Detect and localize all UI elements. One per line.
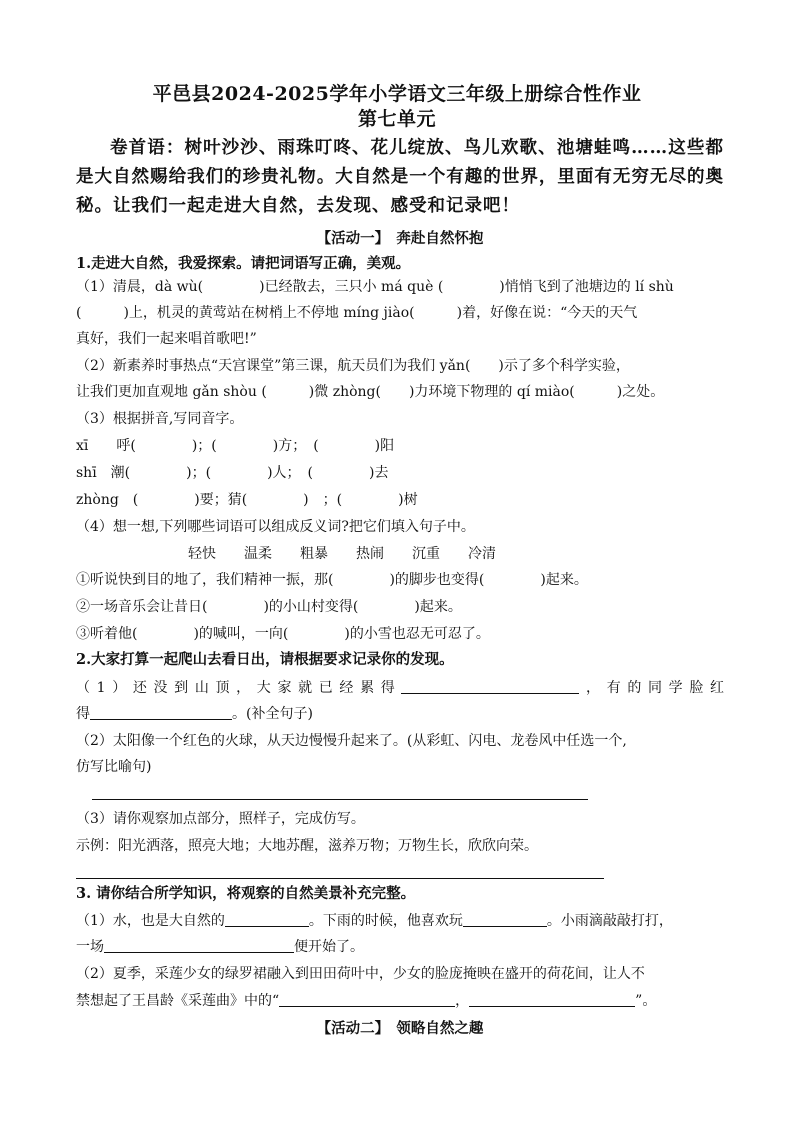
- word-bank-item: 温柔: [244, 546, 272, 562]
- answer-line[interactable]: [76, 878, 604, 879]
- q1-p1-line2: ( )上，机灵的黄莺站在树梢上不停地 míng jiào( )着，好像在说：“今天的天气: [76, 305, 638, 321]
- intro-paragraph: 卷首语：树叶沙沙、雨珠叮咚、花儿绽放、鸟儿欢歌、池塘蛙鸣……这些都是大自然赐给我们的珍贵礼物。大自然是一个有趣的世界，里面有无穷无尽的奥秘。让我们一起走进大自然，去发现、感受和记录吧！: [76, 138, 724, 216]
- q3-p2-line2: [76, 991, 724, 1011]
- answer-line[interactable]: [92, 799, 588, 800]
- q2-p3: （3）请你观察加点部分，照样子，完成仿写。: [76, 811, 365, 827]
- q2-p2-line1: （2）太阳像一个红色的火球，从天边慢慢升起来了。(从彩虹、闪电、龙卷风中任选一个,: [76, 733, 627, 749]
- q3-p1-line1: [76, 911, 724, 931]
- answer-blank[interactable]: [104, 938, 294, 953]
- q2-p1-text-c: 得: [76, 706, 90, 722]
- answer-blank[interactable]: [90, 705, 232, 720]
- q3-p2-text-c: ”。: [635, 993, 657, 1009]
- sentence-2: ②一场音乐会让昔日( )的小山村变得( )起来。: [76, 599, 462, 615]
- q3-p2-text-a: 禁想起了王昌龄《采莲曲》中的“: [76, 993, 280, 1009]
- q3-p1-text-e: 便开始了。: [294, 939, 364, 955]
- q2-p1-text-d: 。(补全句子): [232, 706, 313, 722]
- page-title: 平邑县2024-2025学年小学语文三年级上册综合性作业: [152, 83, 642, 105]
- q1-title: 1.走进大自然，我爱探索。请把词语写正确，美观。: [76, 255, 411, 272]
- pinyin-row-zhong: zhòng ( )要；猜( ) ；( )树: [76, 492, 418, 508]
- answer-blank[interactable]: [401, 679, 579, 694]
- q3-title: 3. 请你结合所学知识，将观察的自然美景补充完整。: [76, 885, 416, 902]
- answer-blank[interactable]: [463, 912, 547, 927]
- q2-p2-line2: 仿写比喻句): [76, 759, 152, 775]
- activity1-heading: 【活动一】 奔赴自然怀抱: [316, 230, 484, 247]
- q1-p3: （3）根据拼音,写同音字。: [76, 411, 244, 427]
- q3-p1-text-c: 。小雨滴敲敲打打，: [546, 913, 673, 929]
- q3-p1-text-b: 。下雨的时候，他喜欢玩: [308, 913, 463, 929]
- q2-p1-line1: [76, 678, 724, 698]
- activity2-heading: 【活动二】 领略自然之趣: [316, 1020, 484, 1037]
- q1-p1-line3: 真好，我们一起来唱首歌吧!”: [76, 331, 257, 347]
- word-bank-item: 粗暴: [300, 546, 328, 562]
- q3-p1-text-d: 一场: [76, 939, 104, 955]
- sentence-1: ①听说快到目的地了，我们精神一振，那( )的脚步也变得( )起来。: [76, 572, 588, 588]
- answer-blank[interactable]: [225, 912, 309, 927]
- q3-p1-line2: [76, 937, 724, 957]
- unit-subtitle: 第七单元: [357, 108, 436, 130]
- q2-p1-text-b: ，有的同学脸红: [579, 680, 724, 696]
- word-bank-item: 轻快: [188, 546, 216, 562]
- word-bank: [188, 544, 708, 564]
- q2-example: 示例：阳光洒落，照亮大地；大地苏醒，滋养万物；万物生长，欣欣向荣。: [76, 838, 538, 854]
- word-bank-item: 热闹: [356, 546, 384, 562]
- q1-p2-line1: （2）新素养时事热点“天宫课堂”第三课，航天员们为我们 yǎn( )示了多个科学实验，: [76, 358, 630, 374]
- sentence-3: ③听着他( )的喊叫，一向( )的小雪也忍无可忍了。: [76, 626, 490, 642]
- pinyin-row-xi: xī 呼( )；( )方； ( )阳: [76, 438, 395, 454]
- q1-p4: （4）想一想,下列哪些词语可以组成反义词?把它们填入句子中。: [76, 519, 475, 535]
- answer-blank[interactable]: [469, 992, 635, 1007]
- q2-p1-line2: [76, 704, 724, 724]
- q3-p1-text-a: （1）水，也是大自然的: [76, 913, 225, 929]
- q3-p2-text-b: ，: [455, 993, 470, 1009]
- q1-p1-line1: （1）清晨，dà wù( )已经散去，三只小 má què ( )悄悄飞到了池塘边的 lí shù: [76, 279, 674, 295]
- answer-blank[interactable]: [279, 992, 455, 1007]
- pinyin-row-shi: shī 潮( )；( )人； ( )去: [76, 465, 389, 481]
- word-bank-item: 沉重: [412, 546, 440, 562]
- word-bank-item: 冷清: [468, 546, 496, 562]
- q2-title: 2.大家打算一起爬山去看日出，请根据要求记录你的发现。: [76, 651, 454, 668]
- q1-p2-line2: 让我们更加直观地 gǎn shòu ( )微 zhòng( )力环境下物理的 qí miào( )之处。: [76, 384, 665, 400]
- q3-p2-line1: （2）夏季，采莲少女的绿罗裙融入到田田荷叶中，少女的脸庞掩映在盛开的荷花间，让人不: [76, 966, 645, 982]
- q2-p1-text-a: （1）还没到山顶，大家就已经累得: [76, 680, 402, 696]
